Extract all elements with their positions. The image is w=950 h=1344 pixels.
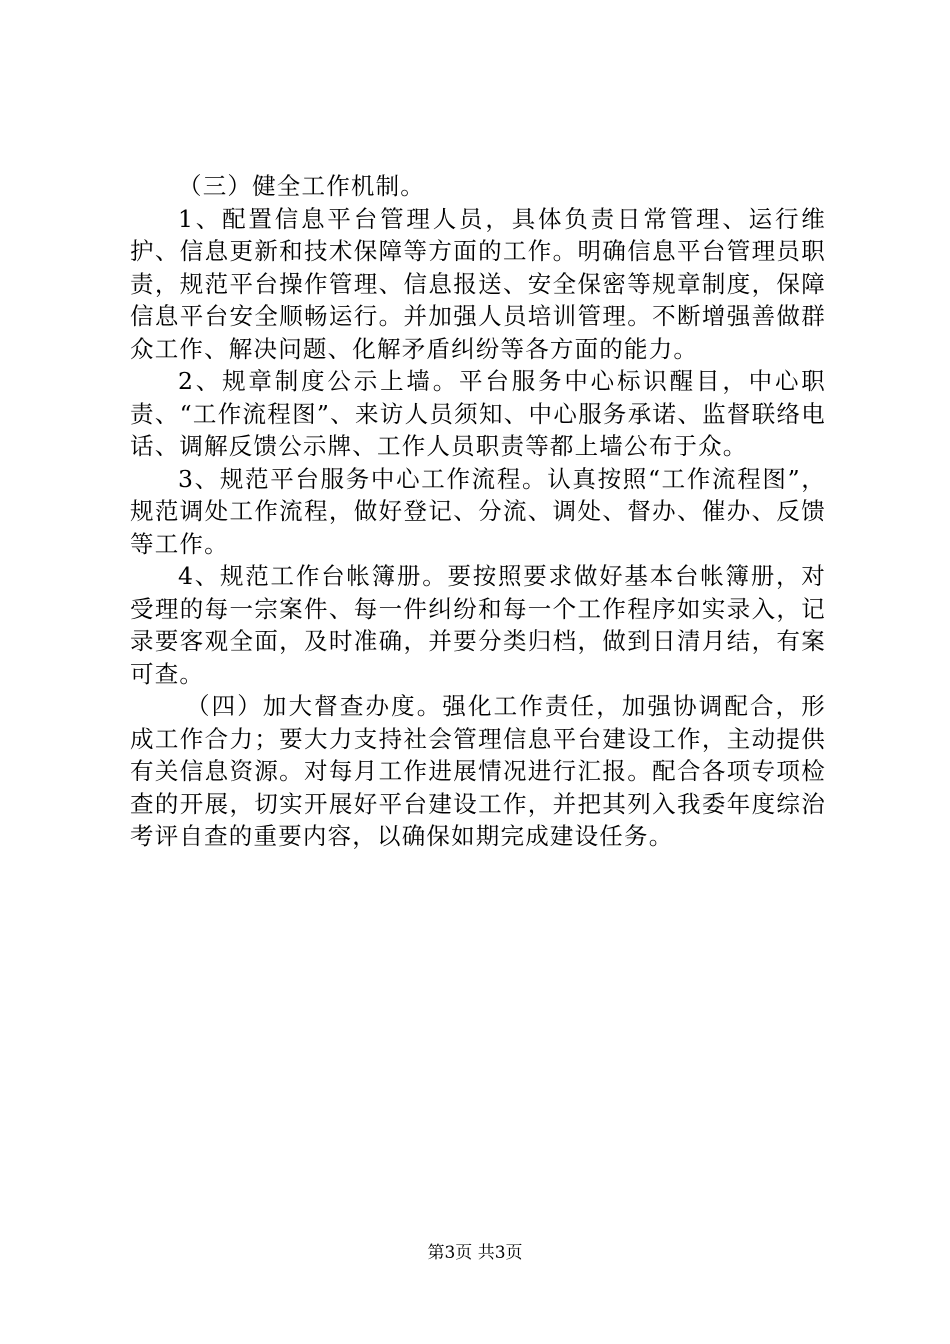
section-heading-3: （三）健全工作机制。: [178, 172, 425, 200]
paragraph-item-1: 1、配置信息平台管理人员，具体负责日常管理、运行维护、信息更新和技术保障等方面的工作。明确信息平台管理员职责，规范平台操作管理、信息报送、安全保密等规章制度，保障信息平台安全顺畅运行。并加强人员培训管理。不断增强善做群众工作、解决问题、化解矛盾纠纷等各方面的能力。: [130, 204, 826, 363]
paragraph-item-4: 4、规范工作台帐簿册。要按照要求做好基本台帐簿册，对受理的每一宗案件、每一件纠纷和每一个工作程序如实录入，记录要客观全面，及时准确，并要分类归档，做到日清月结，有案可查。: [130, 562, 826, 688]
paragraph-item-3: 3、规范平台服务中心工作流程。认真按照“工作流程图”，规范调处工作流程，做好登记、分流、调处、督办、催办、反馈等工作。: [130, 464, 826, 558]
document-body: [130, 170, 826, 853]
page-number-footer: 第3页 共3页: [427, 1243, 523, 1263]
section-paragraph-4: （四）加大督查办度。强化工作责任，加强协调配合，形成工作合力；要大力支持社会管理信息平台建设工作，主动提供有关信息资源。对每月工作进展情况进行汇报。配合各项专项检查的开展，切实开展好平台建设工作，并把其列入我委年度综治考评自查的重要内容，以确保如期完成建设任务。: [130, 692, 826, 850]
paragraph-item-2: 2、规章制度公示上墙。平台服务中心标识醒目，中心职责、“工作流程图”、来访人员须知、中心服务承诺、监督联络电话、调解反馈公示牌、工作人员职责等都上墙公布于众。: [130, 367, 826, 460]
